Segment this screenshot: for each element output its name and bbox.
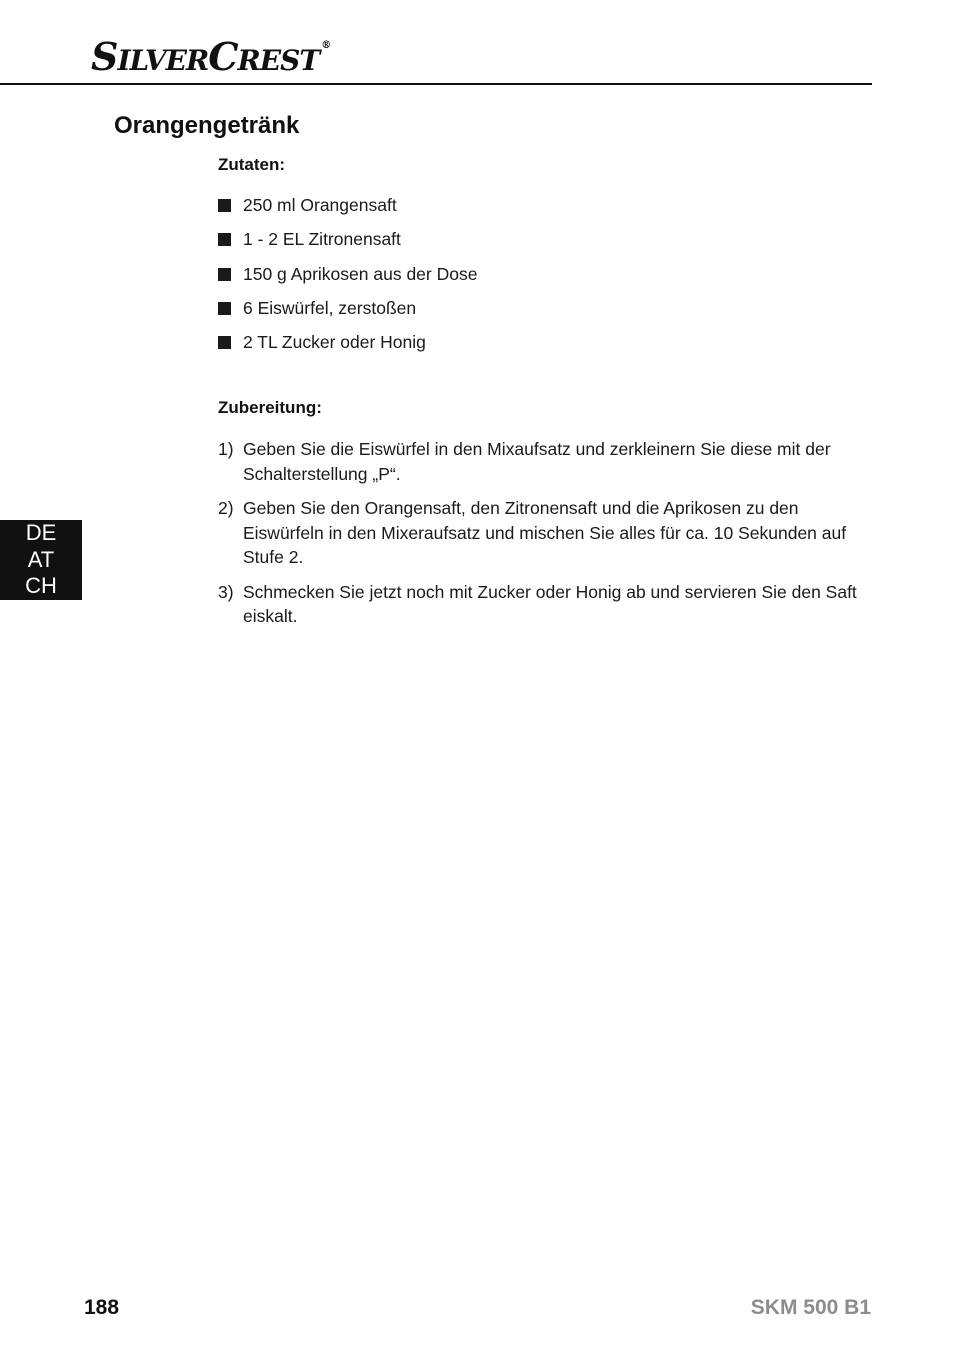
- registered-mark: ®: [321, 40, 331, 51]
- header-rule: [0, 83, 872, 85]
- page-number: 188: [84, 1296, 120, 1319]
- list-item: [218, 193, 477, 227]
- ingredients-heading: Zutaten:: [218, 155, 286, 174]
- step-text: Geben Sie den Orangensaft, den Zitronensaft und die Aprikosen zu den Eiswürfeln in den Mixeraufsatz und mischen Sie alles für ca. 10 Sekunden auf Stufe 2.: [243, 498, 847, 567]
- square-bullet-icon: [218, 233, 231, 246]
- preparation-steps: [218, 437, 858, 639]
- model-number: SKM 500 B1: [750, 1296, 871, 1319]
- square-bullet-icon: [218, 268, 231, 281]
- brand-logo: [91, 34, 330, 79]
- list-item: [218, 330, 477, 364]
- language-de: DE: [25, 520, 57, 545]
- square-bullet-icon: [218, 199, 231, 212]
- preparation-heading: Zubereitung:: [218, 398, 322, 417]
- list-item: [218, 227, 477, 261]
- list-item: [218, 296, 477, 330]
- logo-part-rest: REST: [237, 44, 320, 77]
- square-bullet-icon: [218, 336, 231, 349]
- ingredients-list: [218, 193, 477, 364]
- language-ch: CH: [25, 573, 57, 598]
- step-number: 3): [218, 581, 234, 602]
- step-item: [218, 437, 858, 486]
- list-item: [218, 262, 477, 296]
- square-bullet-icon: [218, 302, 231, 315]
- logo-part-ilver: ILVER: [117, 44, 209, 77]
- step-text: Geben Sie die Eiswürfel in den Mixaufsatz und zerkleinern Sie diese mit der Schalterstellung „P“.: [243, 439, 831, 484]
- logo-letter-c: C: [208, 34, 238, 79]
- ingredient-text: 2 TL Zucker oder Honig: [243, 332, 426, 353]
- step-item: [218, 580, 858, 629]
- ingredient-text: 250 ml Orangensaft: [243, 195, 397, 215]
- logo-letter-s: S: [91, 34, 118, 79]
- language-at: AT: [27, 546, 55, 572]
- page-title: Orangengetränk: [114, 112, 300, 139]
- ingredient-text: 150 g Aprikosen aus der Dose: [243, 263, 478, 284]
- step-text: Schmecken Sie jetzt noch mit Zucker oder Honig ab und servieren Sie den Saft eiskalt.: [243, 581, 857, 626]
- ingredient-text: 1 - 2 EL Zitronensaft: [243, 229, 401, 250]
- ingredient-text: 6 Eiswürfel, zerstoßen: [243, 297, 417, 318]
- step-number: 2): [218, 498, 234, 518]
- step-number: 1): [218, 439, 234, 459]
- language-tab: [0, 520, 82, 600]
- step-item: [218, 496, 858, 570]
